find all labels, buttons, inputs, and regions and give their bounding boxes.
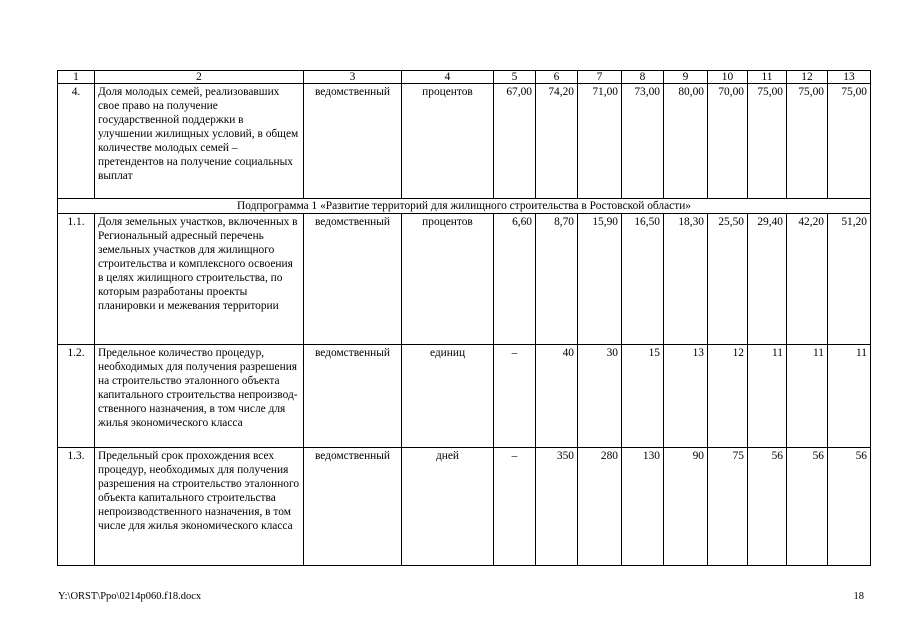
indicator-unit: единиц xyxy=(402,345,494,448)
value-cell: 71,00 xyxy=(578,84,622,199)
value-cell: 73,00 xyxy=(622,84,664,199)
header-cell: 3 xyxy=(304,71,402,84)
value-cell: 70,00 xyxy=(708,84,748,199)
value-cell: 15,90 xyxy=(578,214,622,345)
header-cell: 2 xyxy=(95,71,304,84)
indicator-unit: процентов xyxy=(402,214,494,345)
indicator-name: Доля земельных участков, включенных в Региональный адресный перечень земельных участков для жилищного строительства и комплексного освоения в целях жилищного строительства, по которым разработаны проекты планировки и межевания территории xyxy=(95,214,304,345)
value-cell: – xyxy=(494,448,536,566)
value-cell: 6,60 xyxy=(494,214,536,345)
value-cell: 11 xyxy=(748,345,787,448)
indicator-type: ведомственный xyxy=(304,345,402,448)
value-cell: 12 xyxy=(708,345,748,448)
value-cell: 67,00 xyxy=(494,84,536,199)
table-row xyxy=(58,448,871,566)
value-cell: 13 xyxy=(664,345,708,448)
row-number: 1.1. xyxy=(58,214,95,345)
indicator-name: Предельное количество процедур, необходимых для получения разрешения на строительство эталонного объекта капитального строительства непроизвод-ственного назначения, в том числе для жилья экономического класса xyxy=(95,345,304,448)
row-number: 4. xyxy=(58,84,95,199)
value-cell: 75,00 xyxy=(787,84,828,199)
subprogram-title: Подпрограмма 1 «Развитие территорий для жилищного строительства в Ростовской области» xyxy=(58,199,871,214)
footer-file-path: Y:\ORST\Ppo\0214p060.f18.docx xyxy=(58,591,202,602)
value-cell: 56 xyxy=(787,448,828,566)
value-cell: 11 xyxy=(828,345,871,448)
value-cell: 29,40 xyxy=(748,214,787,345)
table-row xyxy=(58,214,871,345)
table-row xyxy=(58,345,871,448)
value-cell: – xyxy=(494,345,536,448)
indicator-type: ведомственный xyxy=(304,214,402,345)
value-cell: 42,20 xyxy=(787,214,828,345)
value-cell: 75,00 xyxy=(828,84,871,199)
header-cell: 1 xyxy=(58,71,95,84)
value-cell: 56 xyxy=(748,448,787,566)
value-cell: 74,20 xyxy=(536,84,578,199)
value-cell: 90 xyxy=(664,448,708,566)
indicator-name: Предельный срок прохождения всех процедур, необходимых для получения разрешения на строительство эталонного объекта капитального строительства непроизводственного назначения, в том числе для жилья экономического класса xyxy=(95,448,304,566)
value-cell: 16,50 xyxy=(622,214,664,345)
table-header-row xyxy=(58,71,871,84)
value-cell: 8,70 xyxy=(536,214,578,345)
header-cell: 9 xyxy=(664,71,708,84)
value-cell: 350 xyxy=(536,448,578,566)
value-cell: 15 xyxy=(622,345,664,448)
header-cell: 6 xyxy=(536,71,578,84)
page-number: 18 xyxy=(853,591,864,602)
value-cell: 280 xyxy=(578,448,622,566)
row-number: 1.3. xyxy=(58,448,95,566)
indicator-name: Доля молодых семей, реализовавших свое право на получение государственной поддержки в улучшении жилищных условий, в общем количестве молодых семей – претендентов на получение социальных выплат xyxy=(95,84,304,199)
header-cell: 7 xyxy=(578,71,622,84)
indicator-unit: процентов xyxy=(402,84,494,199)
value-cell: 130 xyxy=(622,448,664,566)
indicators-table xyxy=(57,70,871,566)
header-cell: 13 xyxy=(828,71,871,84)
indicator-type: ведомственный xyxy=(304,84,402,199)
header-cell: 4 xyxy=(402,71,494,84)
header-cell: 10 xyxy=(708,71,748,84)
value-cell: 51,20 xyxy=(828,214,871,345)
value-cell: 75 xyxy=(708,448,748,566)
value-cell: 56 xyxy=(828,448,871,566)
subprogram-row xyxy=(58,199,871,214)
value-cell: 11 xyxy=(787,345,828,448)
value-cell: 80,00 xyxy=(664,84,708,199)
value-cell: 75,00 xyxy=(748,84,787,199)
header-cell: 11 xyxy=(748,71,787,84)
value-cell: 18,30 xyxy=(664,214,708,345)
value-cell: 40 xyxy=(536,345,578,448)
table-row xyxy=(58,84,871,199)
indicator-unit: дней xyxy=(402,448,494,566)
row-number: 1.2. xyxy=(58,345,95,448)
value-cell: 30 xyxy=(578,345,622,448)
header-cell: 5 xyxy=(494,71,536,84)
header-cell: 8 xyxy=(622,71,664,84)
header-cell: 12 xyxy=(787,71,828,84)
indicator-type: ведомственный xyxy=(304,448,402,566)
value-cell: 25,50 xyxy=(708,214,748,345)
